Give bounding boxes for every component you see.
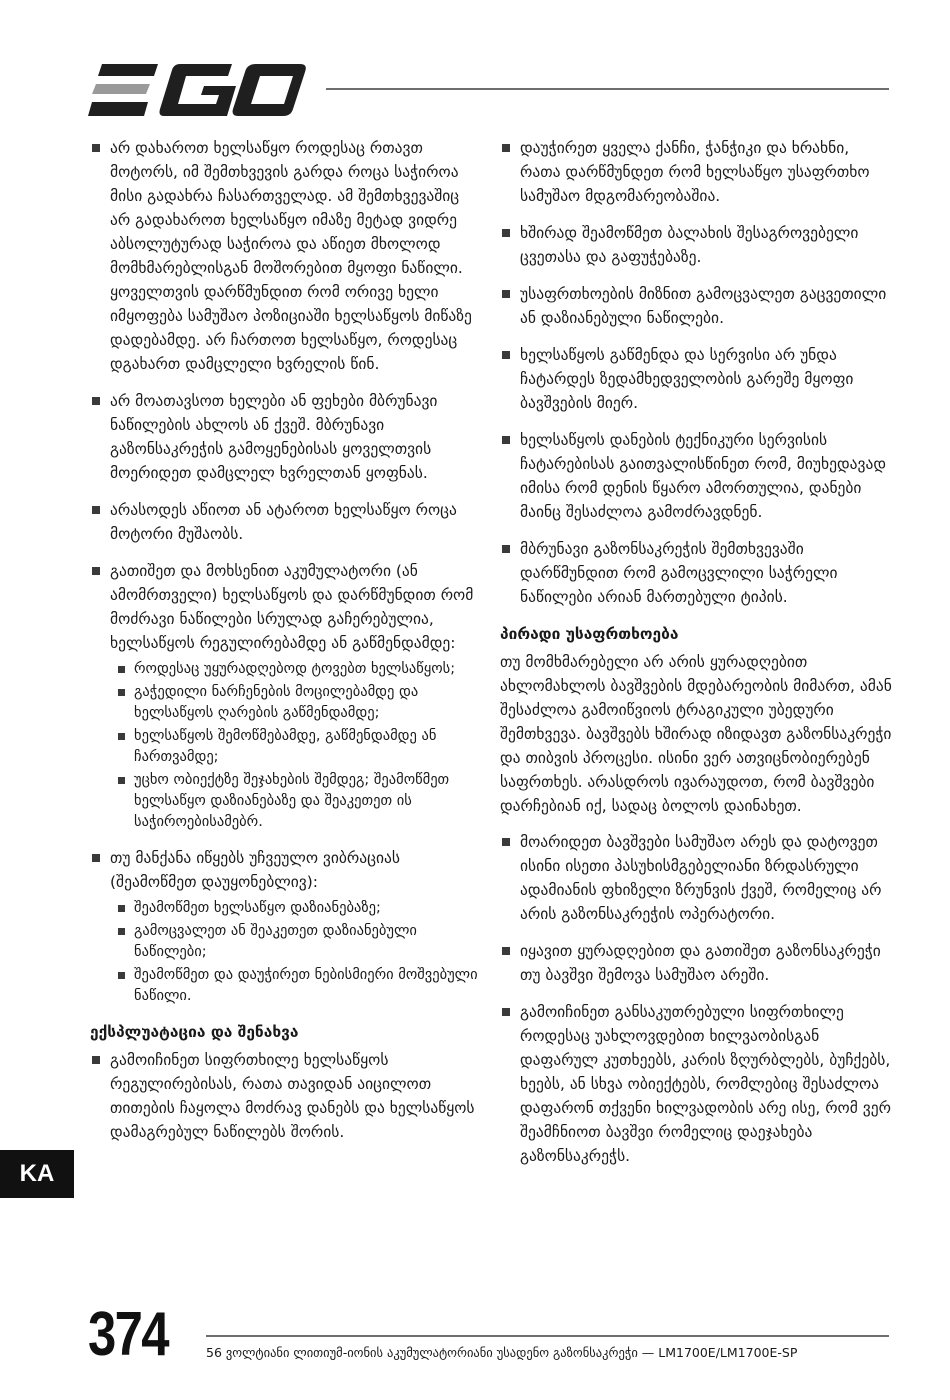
sub-list-item: ხელსაწყოს შემოწმებამდე, გაწმენდამდე ან ჩართვამდე; [116, 726, 482, 768]
language-tab: KA [0, 1150, 74, 1198]
list-item: მბრუნავი გაზონსაკრეჭის შემთხვევაში დარწმუნდით რომ გამოცვლილი საჭრელი ნაწილები არიან მართებული ტიპის. [500, 537, 892, 609]
list-item: იყავით ყურადღებით და გათიშეთ გაზონსაკრეჭი თუ ბავშვი შემოვა სამუშაო არეში. [500, 939, 892, 987]
personal-safety-list [500, 830, 892, 1168]
right-column [500, 136, 892, 1181]
maintenance-list [90, 1048, 482, 1144]
sub-list-item: უცხო ობიექტზე შეჯახების შემდეგ; შეამოწმეთ ხელსაწყო დაზიანებაზე და შეაკეთეთ ის საჭიროებისამებრ. [116, 770, 482, 833]
list-item: არასოდეს აწიოთ ან ატაროთ ხელსაწყო როცა მოტორი მუშაობს. [90, 498, 482, 546]
list-item: დაუჭირეთ ყველა ქანჩი, ჭანჭიკი და ხრახნი, რათა დარწმუნდეთ რომ ხელსაწყო უსაფრთხო სამუშაო მდგომარეობაშია. [500, 136, 892, 208]
list-item: ხელსაწყოს დანების ტექნიკური სერვისის ჩატარებისას გაითვალისწინეთ რომ, მიუხედავად იმისა რომ დენის წყარო ამორთულია, დანები მაინც შესაძლოა გამოძრავდნენ. [500, 428, 892, 524]
list-item: გამოიჩინეთ სიფრთხილე ხელსაწყოს რეგულირებისას, რათა თავიდან აიცილოთ თითების ჩაყოლა მოძრავ დანებს და ხელსაწყოს დამაგრებულ ნაწილებს შორის. [90, 1048, 482, 1144]
list-item: უსაფრთხოების მიზნით გამოცვალეთ გაცვეთილი ან დაზიანებული ნაწილები. [500, 282, 892, 330]
section-heading-maintenance: ექსპლუატაცია და შენახვა [90, 1023, 299, 1041]
sub-list-item: გამოცვალეთ ან შეაკეთეთ დაზიანებული ნაწილები; [116, 921, 482, 963]
section-heading-personal-safety: პირადი უსაფრთხოება [500, 625, 679, 643]
list-item: ხელსაწყოს გაწმენდა და სერვისი არ უნდა ჩატარდეს ზედამხედველობის გარეშე მყოფი ბავშვების მიერ. [500, 343, 892, 415]
ego-logo [88, 64, 306, 116]
sub-list-item: შეამოწმეთ და დაუჭირეთ ნებისმიერი მოშვებული ნაწილი. [116, 965, 482, 1007]
sub-list-item: შეამოწმეთ ხელსაწყო დაზიანებაზე; [116, 898, 482, 919]
list-item-vibration [90, 846, 482, 1007]
sub-list [116, 659, 482, 833]
maintenance-list-right [500, 136, 892, 609]
footer-caption: 56 ვოლტიანი ლითიუმ-იონის აკუმულატორიანი უსადენო გაზონსაკრეჭი — LM1700E/LM1700E-SP [206, 1345, 798, 1360]
list-item-text: თუ მანქანა იწყებს უჩვეულო ვიბრაციას (შეამოწმეთ დაუყონებლივ): [110, 849, 400, 891]
list-item-disconnect [90, 559, 482, 833]
list-item: არ დახაროთ ხელსაწყო როდესაც რთავთ მოტორს, იმ შემთხვევის გარდა როცა საჭიროა მისი გადახრა ჩასართველად. ამ შემთხვევაშიც არ გადახაროთ ხელსაწყო იმაზე მეტად ვიდრე აბსოლუტურად საჭიროა და აწიეთ მხოლოდ მომხმარებლისგან მოშორებით მყოფი ნაწილი. ყოველთვის დარწმუნდით რომ ორივე ხელი იმყოფება სამუშაო პოზიციაში ხელსაწყოს მიწაზე დადებამდე. არ ჩართოთ ხელსაწყო, როდესაც დგახართ დამცლელი ხვრელის წინ. [90, 136, 482, 376]
list-item: მოარიდეთ ბავშვები სამუშაო არეს და დატოვეთ ისინი ისეთი პასუხისმგებელიანი ზრდასრული ადამიანის ფხიზელი ზრუნვის ქვეშ, რომელიც არ არის გაზონსაკრეჭის ოპერატორი. [500, 830, 892, 926]
sub-list-item: როდესაც უყურადღებოდ ტოვებთ ხელსაწყოს; [116, 659, 482, 680]
header-rule [326, 88, 889, 90]
footer-rule [206, 1335, 889, 1337]
personal-safety-paragraph: თუ მომხმარებელი არ არის ყურადღებით ახლომახლოს ბავშვების მდებარეობის მიმართ, ამან შესაძლოა გამოიწვიოს ტრაგიკული უბედური შემთხვევა. ბავშვებს ხშირად იზიდავთ გაზონსაკრეჭი და თიბვის პროცესი. ისინი ვერ ათვიცნობიერებენ საფრთხეს. არასდროს ივარაუდოთ, რომ ბავშვები დარჩებიან იქ, სადაც ბოლოს დაინახეთ. [500, 653, 892, 815]
safety-list-left [90, 136, 482, 1007]
left-column [90, 136, 482, 1157]
page-number: 374 [88, 1300, 168, 1369]
list-item-text: გათიშეთ და მოხსენით აკუმულატორი (ან ამომრთველი) ხელსაწყოს და დარწმუნდით რომ მოძრავი ნაწილები სრულად გაჩერებულია, ხელსაწყოს რეგულირებამდე ან გაწმენდამდე: [110, 562, 474, 652]
sub-list-item: გაჭედილი ნარჩენების მოცილებამდე და ხელსაწყოს ღარების გაწმენდამდე; [116, 682, 482, 724]
list-item: გამოიჩინეთ განსაკუთრებული სიფრთხილე როდესაც უახლოვდებით ხილვაობისგან დაფარულ კუთხეებს, კარის ზღურბლებს, ბუჩქებს, ხეებს, ან სხვა ობიექტებს, რომლებიც შესაძლოა დაფარონ თქვენი ხილვადობის არე ისე, რომ ვერ შეამჩნიოთ ბავშვი რომელიც დაეჯახება გაზონსაკრეჭს. [500, 1000, 892, 1168]
sub-list [116, 898, 482, 1007]
list-item: არ მოათავსოთ ხელები ან ფეხები მბრუნავი ნაწილების ახლოს ან ქვეშ. მბრუნავი გაზონსაკრეჭის გამოყენებისას ყოველთვის მოერიდეთ დამცლელ ხვრელთან ყოფნას. [90, 389, 482, 485]
list-item: ხშირად შეამოწმეთ ბალახის შესაგროვებელი ცვეთასა და გაფუჭებაზე. [500, 221, 892, 269]
